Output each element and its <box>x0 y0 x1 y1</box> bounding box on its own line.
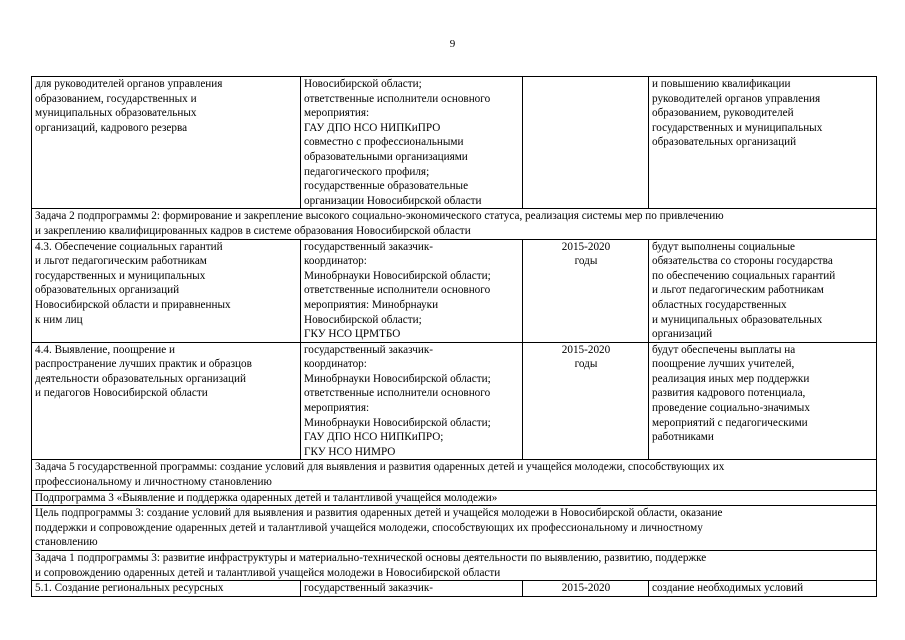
activity-cell <box>32 77 301 209</box>
cell-line: ответственные исполнители основного <box>304 92 491 105</box>
cell-line: государственный заказчик- <box>304 343 434 356</box>
cell-line: проведение социально-значимых <box>652 402 810 415</box>
cell-line: государственных и муниципальных <box>652 121 823 134</box>
table-row <box>32 239 877 342</box>
cell-line: ГКУ НСО НИМРО <box>304 445 396 458</box>
cell-line: образовательными организациями <box>304 150 468 163</box>
activity-cell <box>32 342 301 460</box>
cell-line: Минобрнауки Новосибирской области; <box>304 416 491 429</box>
section-heading-cell <box>32 490 877 506</box>
section-heading-cell <box>32 506 877 551</box>
cell-line: руководителей органов управления <box>652 92 821 105</box>
cell-line: будут выполнены социальные <box>652 240 795 253</box>
cell-line: становлению <box>35 536 98 549</box>
page-number: 9 <box>449 38 456 50</box>
cell-line: распространение лучших практик и образцов <box>35 358 252 371</box>
cell-line: по обеспечению социальных гарантий <box>652 269 836 282</box>
program-table <box>31 76 877 597</box>
cell-line: Задача 2 подпрограммы 2: формирование и закрепление высокого социально-экономического статуса, реализация системы мер по привлечению <box>35 210 724 223</box>
cell-line: государственных и муниципальных <box>35 269 206 282</box>
cell-line: будут обеспечены выплаты на <box>652 343 796 356</box>
cell-line: педагогического профиля; <box>304 165 430 178</box>
section-heading-cell <box>32 551 877 581</box>
cell-line: организаций <box>652 328 713 341</box>
cell-line: Подпрограмма 3 «Выявление и поддержка одаренных детей и талантливой учащейся молодежи» <box>35 491 498 504</box>
cell-line: ответственные исполнители основного <box>304 284 491 297</box>
section-row <box>32 551 877 581</box>
cell-line: 2015-2020 <box>561 240 611 253</box>
cell-line: профессиональному и личностному становлению <box>35 476 272 489</box>
cell-line: мероприятия: <box>304 107 370 120</box>
result-cell <box>649 77 877 209</box>
cell-line: государственный заказчик- <box>304 582 434 595</box>
section-heading-cell <box>32 209 877 239</box>
cell-line: мероприятия: <box>304 402 370 415</box>
cell-line: и льгот педагогическим работникам <box>35 255 207 268</box>
cell-line: работниками <box>652 431 714 444</box>
executor-cell <box>301 77 523 209</box>
result-cell <box>649 239 877 342</box>
cell-line: Задача 1 подпрограммы 3: развитие инфраструктуры и материально-технической основы деятельности по выявлению, развитию, поддержке <box>35 552 707 564</box>
period-cell <box>523 77 649 209</box>
cell-line: Задача 5 государственной программы: создание условий для выявления и развития одаренных детей и учащейся молодежи, способствующих их <box>35 461 725 474</box>
cell-line: государственный заказчик- <box>304 240 434 253</box>
cell-line: для руководителей органов управления <box>35 78 223 90</box>
cell-line: образованием, руководителей <box>652 107 794 120</box>
result-cell <box>649 581 877 597</box>
table-row <box>32 77 877 209</box>
cell-line: Минобрнауки Новосибирской области; <box>304 269 491 282</box>
cell-line: Минобрнауки Новосибирской области; <box>304 372 491 385</box>
cell-line: координатор: <box>304 255 367 268</box>
cell-line: образовательных организаций <box>652 136 797 149</box>
cell-line: и закреплению квалифицированных кадров в системе образования Новосибирской области <box>35 224 471 237</box>
cell-line: организации Новосибирской области <box>304 194 482 207</box>
period-cell <box>523 239 649 342</box>
cell-line: Цель подпрограммы 3: создание условий для выявления и развития одаренных детей и учащейся молодежи в Новосибирской области, оказание <box>35 507 723 520</box>
cell-line: поддержки и сопровождение одаренных детей и талантливой учащейся молодежи, способствующих их профессиональному и личностному <box>35 521 703 534</box>
cell-line: обязательства со стороны государства <box>652 255 833 268</box>
cell-line: государственные образовательные <box>304 180 469 193</box>
period-cell <box>523 342 649 460</box>
cell-line: создание необходимых условий <box>652 582 804 595</box>
cell-line: совместно с профессиональными <box>304 136 464 149</box>
period-cell <box>523 581 649 597</box>
cell-line: и педагогов Новосибирской области <box>35 387 208 400</box>
cell-line: деятельности образовательных организаций <box>35 372 246 385</box>
executor-cell <box>301 581 523 597</box>
cell-line: 4.3. Обеспечение социальных гарантий <box>35 240 223 253</box>
cell-line: Новосибирской области; <box>304 313 422 326</box>
section-row <box>32 490 877 506</box>
cell-line: ГКУ НСО ЦРМТБО <box>304 328 401 341</box>
activity-cell <box>32 581 301 597</box>
table-row <box>32 581 877 597</box>
cell-line: поощрение лучших учителей, <box>652 358 795 371</box>
cell-line: образованием, государственных и <box>35 92 197 105</box>
executor-cell <box>301 239 523 342</box>
cell-line: 2015-2020 <box>561 582 611 595</box>
cell-line: годы <box>574 358 598 371</box>
section-row <box>32 460 877 490</box>
cell-line: координатор: <box>304 358 367 371</box>
cell-line: Новосибирской области; <box>304 78 422 90</box>
cell-line: и повышению квалификации <box>652 78 791 90</box>
cell-line: развития кадрового потенциала, <box>652 387 806 400</box>
cell-line: годы <box>574 255 598 268</box>
cell-line: Новосибирской области и приравненных <box>35 298 231 311</box>
cell-line: и муниципальных образовательных <box>652 313 823 326</box>
section-row <box>32 209 877 239</box>
cell-line: муниципальных образовательных <box>35 107 197 120</box>
cell-line: к ним лиц <box>35 313 83 326</box>
section-row <box>32 506 877 551</box>
cell-line: мероприятия: Минобрнауки <box>304 298 439 311</box>
cell-line: образовательных организаций <box>35 284 180 297</box>
cell-line: мероприятий с педагогическими <box>652 416 808 429</box>
cell-line: ответственные исполнители основного <box>304 387 491 400</box>
cell-line: 5.1. Создание региональных ресурсных <box>35 582 224 595</box>
cell-line: реализация иных мер поддержки <box>652 372 810 385</box>
table-row <box>32 342 877 460</box>
activity-cell <box>32 239 301 342</box>
cell-line: организаций, кадрового резерва <box>35 121 188 134</box>
result-cell <box>649 342 877 460</box>
executor-cell <box>301 342 523 460</box>
cell-line: ГАУ ДПО НСО НИПКиПРО <box>304 121 441 134</box>
cell-line: ГАУ ДПО НСО НИПКиПРО; <box>304 431 444 444</box>
section-heading-cell <box>32 460 877 490</box>
cell-line: 2015-2020 <box>561 343 611 356</box>
cell-line: областных государственных <box>652 298 787 311</box>
cell-line: 4.4. Выявление, поощрение и <box>35 343 175 356</box>
cell-line: и льгот педагогическим работникам <box>652 284 824 297</box>
cell-line: и сопровождению одаренных детей и талантливой учащейся молодежи в Новосибирской области <box>35 566 501 579</box>
